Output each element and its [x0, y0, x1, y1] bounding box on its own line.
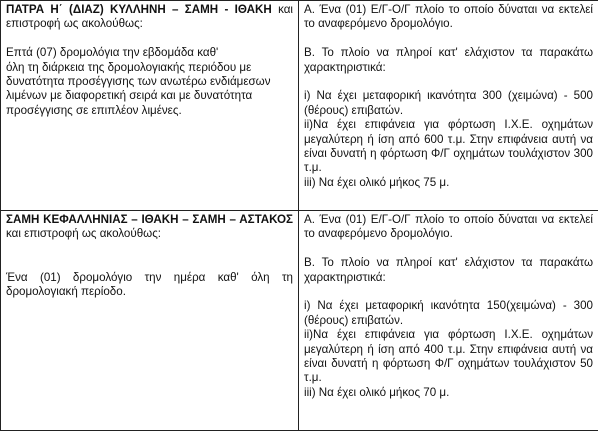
requirements-cell — [299, 211, 598, 431]
schedule-line: Ένα (01) δρομολόγιο την ημέρα καθ' όλη τη δρομολογιακή περίοδο. — [6, 271, 293, 300]
route-cell — [1, 1, 299, 211]
requirement-ii: ii)Να έχει επιφάνεια για φόρτωση Ι.Χ.Ε. οχημάτων μεγαλύτερη ή ίση από 600 τ.μ. Στην επιφάνεια αυτή να είναι δυνατή η φόρτωση Φ/Γ οχημάτων τουλάχιστον 300 τ.μ. — [304, 118, 593, 176]
route-cell — [1, 211, 299, 431]
requirement-a: Α. Ένα (01) Ε/Γ-Ο/Γ πλοίο το οποίο δύναται να εκτελεί το αναφερόμενο δρομολόγιο. — [304, 3, 593, 32]
requirement-a: Α. Ένα (01) Ε/Γ-Ο/Γ πλοίο το οποίο δύναται να εκτελεί το αναφερόμενο δρομολόγιο. — [304, 213, 593, 242]
table-row — [1, 211, 598, 431]
requirement-iii: iii) Να έχει ολικό μήκος 75 μ. — [304, 176, 593, 190]
route-title: ΠΑΤΡΑ Η΄ (ΔΙΑΖ) ΚΥΛΛΗΝΗ – ΣΑΜΗ - ΙΘΑΚΗ — [6, 3, 272, 16]
route-suffix: και επιστροφή ως ακολούθως: — [6, 3, 293, 30]
route-heading — [6, 213, 293, 242]
schedule-line: όλη τη διάρκεια της δρομολογιακής περιόδου με δυνατότητα προσέγγισης των ανωτέρω ενδιάμεσων λιμένων με διαφορετική σειρά και με δυνατότητα προσέγγισης σε επιπλέον λιμένες. — [6, 61, 293, 119]
requirement-i: i) Να έχει μεταφορική ικανότητα 300 (χειμώνα) - 500 (θέρους) επιβατών. — [304, 89, 593, 118]
table-row — [1, 1, 598, 211]
route-suffix: και επιστροφή ως ακολούθως: — [6, 227, 161, 240]
route-title: ΣΑΜΗ ΚΕΦΑΛΛΗΝΙΑΣ – ΙΘΑΚΗ – ΣΑΜΗ – ΑΣΤΑΚΟΣ — [6, 213, 293, 226]
requirement-iii: iii) Να έχει ολικό μήκος 70 μ. — [304, 386, 593, 400]
requirement-b: Β. Το πλοίο να πληροί κατ' ελάχιστον τα παρακάτω χαρακτηριστικά: — [304, 46, 593, 75]
requirements-cell — [299, 1, 598, 211]
requirement-ii: ii)Να έχει επιφάνεια για φόρτωση Ι.Χ.Ε. οχημάτων μεγαλύτερη ή ίση από 400 τ.μ. Στην επιφάνεια αυτή να είναι δυνατή η φόρτωση Φ/Γ οχημάτων τουλάχιστον 50 τ.μ. — [304, 328, 593, 386]
requirement-b: Β. Το πλοίο να πληροί κατ' ελάχιστον τα παρακάτω χαρακτηριστικά: — [304, 256, 593, 285]
schedule-line: Επτά (07) δρομολόγια την εβδομάδα καθ' — [6, 46, 293, 60]
route-heading — [6, 3, 293, 32]
requirement-i: i) Να έχει μεταφορική ικανότητα 150(χειμώνα) - 300 (θέρους) επιβατών. — [304, 299, 593, 328]
